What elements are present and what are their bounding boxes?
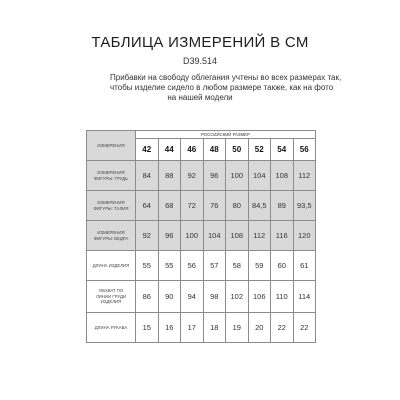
size-header-cell: 46: [181, 139, 204, 161]
table-cell: 96: [158, 221, 181, 251]
table-cell: 116: [271, 221, 294, 251]
table-cell: 17: [181, 313, 204, 343]
table-cell: 104: [248, 161, 271, 191]
table-cell: 110: [271, 281, 294, 313]
table-cell: 18: [203, 313, 226, 343]
table-cell: 57: [203, 251, 226, 281]
table-cell: 76: [203, 191, 226, 221]
table-cell: 56: [181, 251, 204, 281]
table-cell: 96: [203, 161, 226, 191]
table-row: [87, 313, 316, 343]
size-header-cell: 52: [248, 139, 271, 161]
size-header-cell: 50: [226, 139, 249, 161]
table-cell: 89: [271, 191, 294, 221]
table-cell: 108: [271, 161, 294, 191]
table-cell: 16: [158, 313, 181, 343]
fit-note-line: чтобы изделие сидело в любом размере также, как на фото: [110, 83, 334, 92]
size-header-cell: 44: [158, 139, 181, 161]
table-cell: 112: [293, 161, 316, 191]
table-cell: 58: [226, 251, 249, 281]
row-label-line: ИЗМЕРЕНИЯ: [97, 200, 125, 205]
row-label-line: ФИГУРЫ: ТАЛИЯ: [93, 205, 129, 211]
table-cell: 86: [136, 281, 159, 313]
table-cell: 68: [158, 191, 181, 221]
row-label-line: ОБХВАТ ПО: [98, 288, 124, 294]
table-cell: 22: [271, 313, 294, 343]
fit-note-line: на нашей модели: [167, 93, 233, 102]
table-cell: 22: [293, 313, 316, 343]
size-header-cell: 48: [203, 139, 226, 161]
table-row: [87, 281, 316, 313]
fit-note: [110, 73, 342, 103]
row-label-line: ИЗДЕЛИЯ: [100, 299, 122, 305]
table-cell: 90: [158, 281, 181, 313]
corner-label: ИЗМЕРЕНИЯ: [87, 131, 136, 161]
table-row: [87, 191, 316, 221]
table-cell: 72: [181, 191, 204, 221]
table-cell: 59: [248, 251, 271, 281]
table-cell: 114: [293, 281, 316, 313]
table-cell: 98: [203, 281, 226, 313]
row-label: [87, 251, 136, 281]
table-cell: 20: [248, 313, 271, 343]
table-cell: 15: [136, 313, 159, 343]
table-cell: 100: [181, 221, 204, 251]
row-label-line: ИЗМЕРЕНИЯ: [97, 170, 125, 175]
row-label: [87, 313, 136, 343]
row-label-line: ФИГУРЫ: БЕДРА: [93, 235, 129, 241]
row-label: [87, 221, 136, 251]
row-label-line: ДЛИНА ИЗДЕЛИЯ: [92, 262, 130, 268]
row-label: [87, 191, 136, 221]
row-label-line: ИЗМЕРЕНИЯ: [97, 230, 125, 235]
size-header-cell: 42: [136, 139, 159, 161]
table-cell: 92: [136, 221, 159, 251]
row-label: [87, 281, 136, 313]
table-cell: 55: [158, 251, 181, 281]
row-label-line: ДЛИНА РУКАВА: [94, 324, 128, 330]
header-row-group: [87, 131, 316, 139]
table-cell: 55: [136, 251, 159, 281]
fit-note-line: Прибавки на свободу облегания учтены во всех размерах так,: [110, 73, 342, 82]
table-cell: 104: [203, 221, 226, 251]
size-table: [86, 130, 316, 343]
size-header-cell: 56: [293, 139, 316, 161]
table-cell: 93,5: [293, 191, 316, 221]
size-header-cell: 54: [271, 139, 294, 161]
table-cell: 102: [226, 281, 249, 313]
table-cell: 112: [248, 221, 271, 251]
table-cell: 108: [226, 221, 249, 251]
table-row: [87, 251, 316, 281]
row-label-line: ЛИНИИ ГРУДИ: [95, 293, 126, 299]
table-cell: 106: [248, 281, 271, 313]
size-group-header: РОССИЙСКИЙ РАЗМЕР: [136, 131, 316, 139]
table-cell: 100: [226, 161, 249, 191]
article-code: D39.514: [182, 56, 218, 66]
table-cell: 94: [181, 281, 204, 313]
table-row: [87, 161, 316, 191]
page-title: ТАБЛИЦА ИЗМЕРЕНИЙ В СМ: [91, 34, 309, 51]
table-cell: 19: [226, 313, 249, 343]
table-cell: 84: [136, 161, 159, 191]
table-cell: 61: [293, 251, 316, 281]
table-cell: 92: [181, 161, 204, 191]
table-cell: 84,5: [248, 191, 271, 221]
table-cell: 120: [293, 221, 316, 251]
table-cell: 88: [158, 161, 181, 191]
table-cell: 64: [136, 191, 159, 221]
row-label-line: ФИГУРЫ: ГРУДЬ: [94, 175, 128, 181]
table-row: [87, 221, 316, 251]
row-label: [87, 161, 136, 191]
table-cell: 80: [226, 191, 249, 221]
table-cell: 60: [271, 251, 294, 281]
